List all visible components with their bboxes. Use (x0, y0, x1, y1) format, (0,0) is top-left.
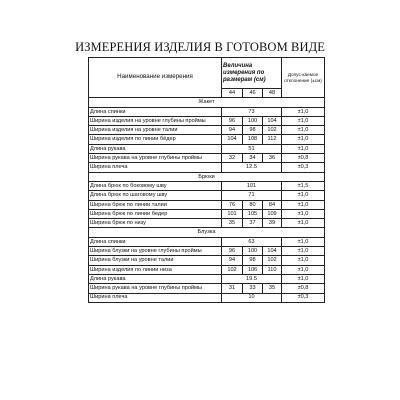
tolerance-value: ±0,3 (282, 293, 325, 302)
measurement-value: 96 (222, 116, 243, 125)
tolerance-value: ±1,0 (282, 135, 325, 144)
measurement-value: 104 (263, 247, 282, 256)
tolerance-value: ±1,0 (282, 219, 325, 228)
measurement-name: Ширина брюк по линии бедер (89, 209, 222, 218)
measurement-value: 76 (222, 200, 243, 209)
measurement-name: Длина рукава (89, 144, 222, 153)
measurement-value: 109 (263, 209, 282, 218)
table-row (89, 144, 325, 153)
measurement-value: 102 (222, 265, 243, 274)
tolerance-value: ±1,0 (282, 265, 325, 274)
header-size-48: 48 (263, 89, 282, 98)
tolerance-value: ±1,0 (282, 126, 325, 135)
measurement-value: 100 (243, 116, 263, 125)
header-value-column: Величина измерения по размерам (см) (222, 58, 282, 89)
measurement-value: 94 (222, 256, 243, 265)
section-title: Брюки (89, 172, 325, 181)
measurement-value: 101 (222, 181, 282, 190)
table-header-row (89, 58, 325, 89)
tolerance-value: ±1,0 (282, 191, 325, 200)
measurement-value: 32 (222, 154, 243, 163)
table-row (89, 219, 325, 228)
measurement-value: 100 (243, 247, 263, 256)
measurement-name: Ширина изделия на уровне глубины проймы (89, 116, 222, 125)
measurement-name: Длина спинки (89, 237, 222, 246)
measurement-value: 33 (243, 284, 263, 293)
measurement-name: Длина брюк по шаговому шву (89, 191, 222, 200)
measurement-name: Ширина брюк по линии талии (89, 200, 222, 209)
table-row (89, 200, 325, 209)
tolerance-value: ±1,0 (282, 144, 325, 153)
tolerance-value: ±1,0 (282, 107, 325, 116)
table-row (89, 163, 325, 172)
table-body (89, 98, 325, 303)
section-header-row (89, 172, 325, 181)
tolerance-value: ±0,8 (282, 154, 325, 163)
measurement-value: 73 (222, 107, 282, 116)
table-row (89, 284, 325, 293)
measurement-value: 112 (263, 135, 282, 144)
measurement-value: 71 (222, 191, 282, 200)
tolerance-value: ±1,0 (282, 247, 325, 256)
measurement-value: 35 (222, 219, 243, 228)
header-tolerance-column: Допус-каемое отклонение (±см) (282, 58, 325, 98)
measurement-name: Ширина блузки на уровне талии (89, 256, 222, 265)
table-row (89, 274, 325, 283)
measurement-value: 108 (243, 135, 263, 144)
measurement-value: 37 (243, 219, 263, 228)
measurement-value: 98 (243, 256, 263, 265)
measurement-value: 96 (222, 247, 243, 256)
tolerance-value: ±1,0 (282, 274, 325, 283)
header-size-44: 44 (222, 89, 243, 98)
page-title: ИЗМЕРЕНИЯ ИЗДЕЛИЯ В ГОТОВОМ ВИДЕ (75, 40, 325, 54)
measurement-value: 39 (263, 219, 282, 228)
header-size-46: 46 (243, 89, 263, 98)
measurement-name: Ширина брюк по низу (89, 219, 222, 228)
measurement-name: Длина спинки (89, 107, 222, 116)
measurement-value: 105 (243, 209, 263, 218)
tolerance-value: ±1,5 (282, 181, 325, 190)
table-row (89, 191, 325, 200)
table-row (89, 265, 325, 274)
measurements-table (88, 57, 325, 303)
table-row (89, 293, 325, 302)
measurement-name: Длина брюк по боковому шву (89, 181, 222, 190)
measurement-value: 31 (222, 284, 243, 293)
measurement-value: 36 (263, 154, 282, 163)
tolerance-value: ±1,0 (282, 200, 325, 209)
measurement-name: Ширина рукава на уровне глубины проймы (89, 154, 222, 163)
measurement-value: 35 (263, 284, 282, 293)
measurement-value: 19.5 (222, 274, 282, 283)
measurement-value: 102 (263, 256, 282, 265)
section-title: Блузка (89, 228, 325, 237)
measurement-name: Ширина рукава на уровне глубины проймы (89, 284, 222, 293)
measurement-value: 106 (243, 265, 263, 274)
table-row (89, 126, 325, 135)
measurement-value: 104 (222, 135, 243, 144)
tolerance-value: ±1,0 (282, 256, 325, 265)
measurement-value: 80 (243, 200, 263, 209)
section-header-row (89, 98, 325, 107)
measurement-value: 94 (222, 126, 243, 135)
measurement-name: Длина рукава (89, 274, 222, 283)
section-title: Жакет (89, 98, 325, 107)
table-row (89, 135, 325, 144)
measurement-value: 110 (263, 265, 282, 274)
table-row (89, 107, 325, 116)
measurement-value: 84 (263, 200, 282, 209)
table-row (89, 116, 325, 125)
measurement-name: Ширина изделия по линии бёдер (89, 135, 222, 144)
table-row (89, 237, 325, 246)
table-row (89, 154, 325, 163)
measurement-value: 102 (263, 126, 282, 135)
measurement-value: 34 (243, 154, 263, 163)
measurement-value: 12.5 (222, 163, 282, 172)
measurement-value: 101 (222, 209, 243, 218)
measurement-value: 10 (222, 293, 282, 302)
tolerance-value: ±1,0 (282, 116, 325, 125)
tolerance-value: ±0,8 (282, 284, 325, 293)
measurement-name: Ширина плеча (89, 163, 222, 172)
measurement-value: 104 (263, 116, 282, 125)
table-row (89, 256, 325, 265)
table-row (89, 209, 325, 218)
measurement-value: 51 (222, 144, 282, 153)
section-header-row (89, 228, 325, 237)
table-row (89, 247, 325, 256)
measurement-name: Ширина плеча (89, 293, 222, 302)
header-name-column: Наименование измерения (89, 58, 222, 98)
measurement-name: Ширина изделия по линии низа (89, 265, 222, 274)
tolerance-value: ±0,3 (282, 163, 325, 172)
measurement-value: 98 (243, 126, 263, 135)
measurement-name: Ширина изделия на уровне талии (89, 126, 222, 135)
tolerance-value: ±1,0 (282, 209, 325, 218)
measurement-name: Ширина блузки на уровне глубины проймы (89, 247, 222, 256)
tolerance-value: ±1,0 (282, 237, 325, 246)
table-row (89, 181, 325, 190)
measurement-value: 63 (222, 237, 282, 246)
